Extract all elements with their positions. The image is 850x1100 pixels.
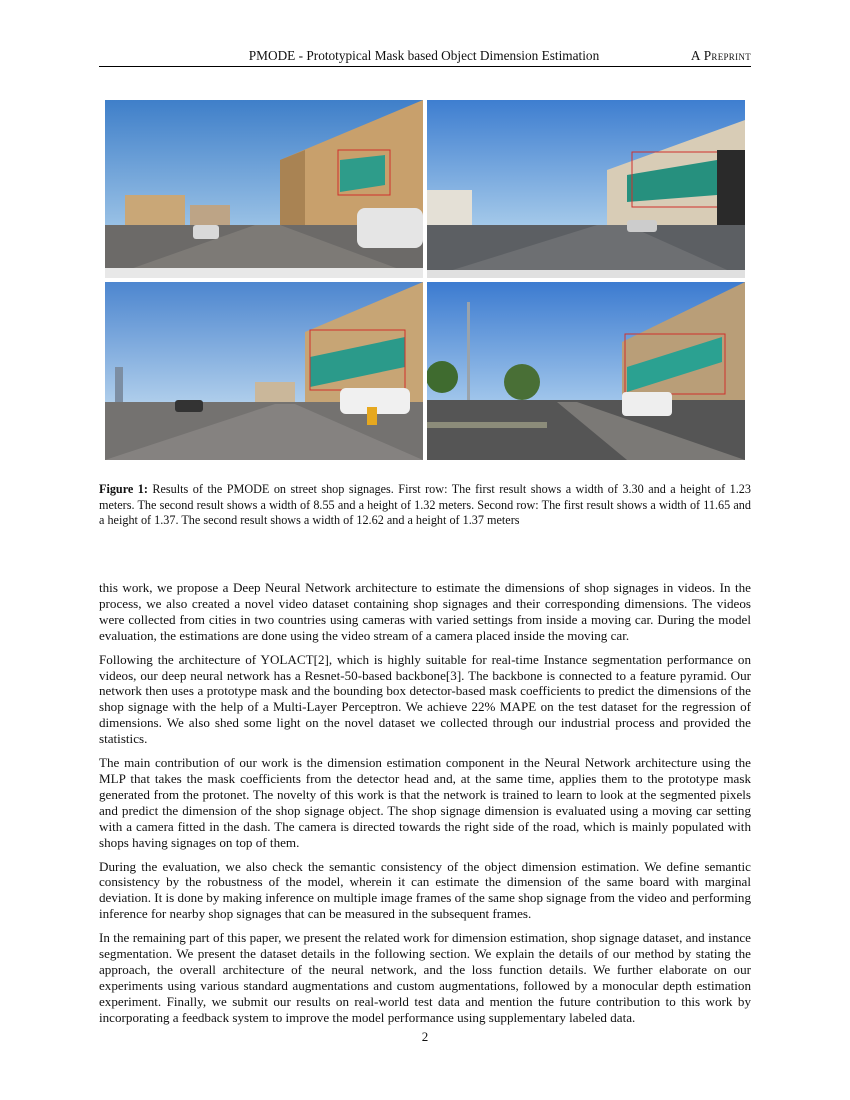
figure-1 — [105, 100, 745, 460]
paragraph: During the evaluation, we also check the semantic consistency of the object dimension estimation. We define semantic consistency by the robustness of the model, wherein it can estimate the dimension of the same board with marginal deviation. It is done by making inference on multiple image frames of the same shop signage from the video and performing inference for nearby shop signages that can be measured in the subsequent frames. — [99, 858, 751, 922]
page-number: 2 — [421, 1029, 429, 1044]
running-header — [99, 46, 751, 67]
result-photo-1 — [105, 100, 423, 278]
figure-label: Figure 1: — [99, 482, 148, 496]
paragraph: this work, we propose a Deep Neural Network architecture to estimate the dimensions of shop signages in videos. In the process, we also created a novel video dataset containing shop signages and their corresponding dimensions. The videos were collected from cities in two countries using cameras with varied settings from inside a moving car. During the model evaluation, the estimations are done using the video stream of a camera placed inside the moving car. — [99, 580, 751, 643]
running-title: PMODE - Prototypical Mask based Object Dimension Estimation — [248, 48, 600, 63]
result-photo-2 — [427, 100, 745, 278]
paragraph: In the remaining part of this paper, we present the related work for dimension estimation, shop signage dataset, and instance segmentation. We present the dataset details in the following section. We explain the details of our method by stating the approach, the overall architecture of the neural network, and the loss function details. We further elaborate on our experiments using various standard augmentations and custom augmentations, followed by a monocular depth estimation experiment. Finally, we submit our results on real-world test data and mention the future contribution to this work by incorporating a feedback system to improve the model performance using supplementary labeled data. — [99, 930, 751, 1025]
paragraph: The main contribution of our work is the dimension estimation component in the Neural Network architecture using the MLP that takes the mask coefficients from the detector head and, at the same time, applies them to the prototype mask generated from the protonet. The novelty of this work is that the network is trained to learn to look at the segmented pixels and predict the dimension of the shop signage object. The shop signage dimension is evaluated using a moving car setting with a camera fitted in the dash. The camera is directed towards the right side of the road, which is mainly populated with shops having signages on top of them. — [99, 755, 751, 850]
figure-caption — [99, 482, 751, 529]
result-photo-4 — [427, 282, 745, 460]
result-photo-3 — [105, 282, 423, 460]
preprint-tag: A Preprint — [690, 48, 751, 63]
body-text — [99, 580, 751, 1034]
figure-caption-text: Results of the PMODE on street shop signages. First row: The first result shows a width of 3.30 and a height of 1.23 meters. The second result shows a width of 8.55 and a height of 1.32 meters. Second row: The first result shows a width of 11.65 and a height of 1.37. The second result shows a width of 12.62 and a height of 1.37 meters — [99, 482, 751, 527]
paragraph: Following the architecture of YOLACT[2], which is highly suitable for real-time Instance segmentation performance on videos, our deep neural network has a Resnet-50-based backbone[3]. The backbone is connected to a feature pyramid. Our network then uses a prototype mask and the bounding box detector-based mask coefficients to predict the dimensions of the shop signage with the help of a Multi-Layer Perceptron. We achieve 22% MAPE on the test dataset for the regression of dimensions. We also shed some light on the novel dataset we collected through our industrial process and provided the statistics. — [99, 651, 751, 747]
